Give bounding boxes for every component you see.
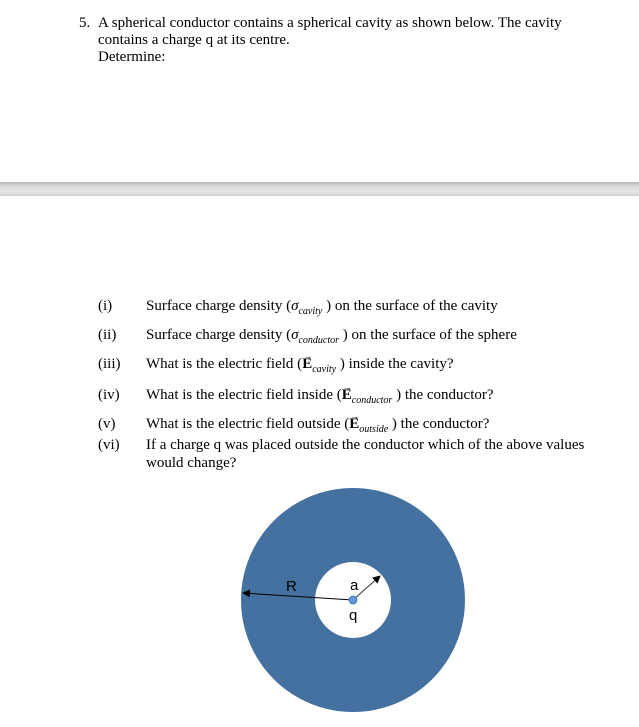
question-number: 5. — [79, 15, 91, 31]
e-vector-symbol: → E — [342, 387, 352, 403]
item-pre: Surface charge density ( — [146, 327, 292, 343]
item-post: ) on the surface of the cavity — [326, 298, 498, 314]
item-line: would change? — [146, 455, 237, 471]
subscript: cavity — [312, 364, 337, 375]
item-pre: What is the electric field outside ( — [146, 416, 350, 432]
item-number: (i) — [98, 298, 113, 314]
item-number: (vi) — [98, 437, 120, 453]
item-post: ) inside the cavity? — [339, 356, 454, 372]
item-pre: Surface charge density ( — [146, 298, 292, 314]
question-line: A spherical conductor contains a spherical cavity as shown below. The cavity — [98, 15, 562, 31]
label-q: q — [349, 607, 358, 624]
item-post: ) the conductor? — [391, 416, 490, 432]
question-line: Determine: — [98, 49, 166, 65]
item-pre: What is the electric field inside ( — [146, 387, 342, 403]
e-vector-symbol: → E — [302, 356, 312, 372]
sigma-symbol: σ — [291, 327, 299, 343]
label-a: a — [350, 577, 359, 594]
question-line: contains a charge q at its centre. — [98, 32, 290, 48]
e-vector-symbol: → E — [349, 416, 359, 432]
item-number: (iv) — [98, 387, 120, 403]
charge-point — [349, 596, 357, 604]
sigma-symbol: σ — [291, 298, 299, 314]
item-pre: What is the electric field ( — [146, 356, 303, 372]
item-post: ) the conductor? — [396, 387, 494, 403]
item-post: ) on the surface of the sphere — [342, 327, 517, 343]
item-number: (v) — [98, 416, 116, 432]
item-number: (iii) — [98, 356, 121, 372]
label-R: R — [286, 578, 297, 595]
subscript: conductor — [351, 395, 393, 406]
item-line: If a charge q was placed outside the conductor which of the above values — [146, 437, 585, 453]
subscript: cavity — [298, 306, 323, 317]
subscript: outside — [359, 424, 389, 435]
subscript: conductor — [298, 335, 340, 346]
item-number: (ii) — [98, 327, 117, 343]
